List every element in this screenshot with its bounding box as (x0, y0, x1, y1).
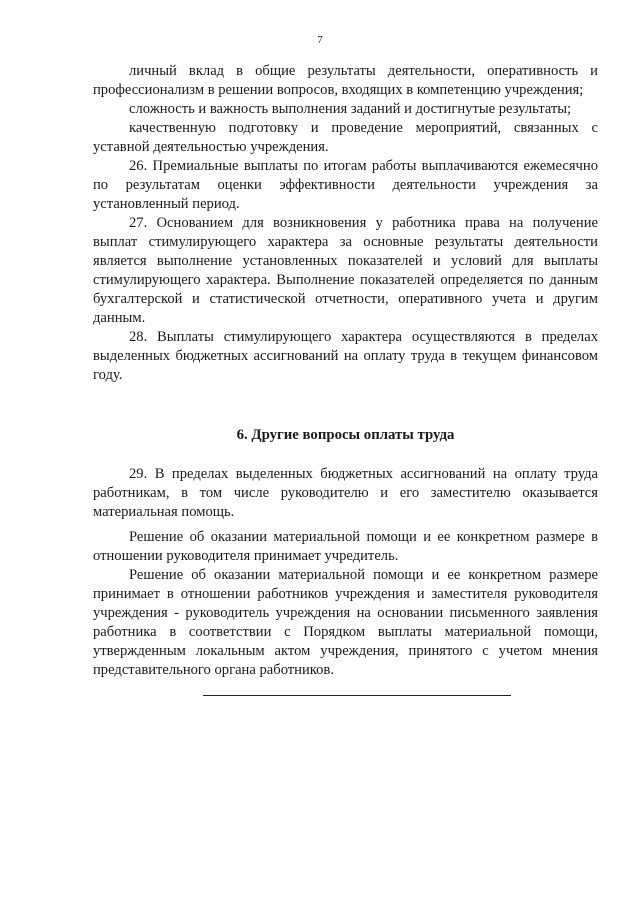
paragraph: качественную подготовку и проведение мероприятий, связанных с уставной деятельностью учреждения. (93, 120, 598, 155)
paragraph-28: 28. Выплаты стимулирующего характера осуществляются в пределах выделенных бюджетных ассигнований на оплату труда в текущем финансовом году. (93, 329, 598, 383)
paragraph-26: 26. Премиальные выплаты по итогам работы выплачиваются ежемесячно по результатам оценки эффективности деятельности учреждения за установленный период. (93, 158, 598, 212)
paragraph-27: 27. Основанием для возникновения у работника права на получение выплат стимулирующего характера за основные результаты деятельности является выполнение установленных показателей и условий для выплаты стимулирующего характера. Выполнение показателей определяется по данным бухгалтерской и статистической отчетности, оперативного учета и другим данным. (93, 215, 598, 326)
paragraph: личный вклад в общие результаты деятельности, оперативность и профессионализм в решении вопросов, входящих в компетенцию учреждения; (93, 63, 598, 98)
paragraph: сложность и важность выполнения заданий и достигнутые результаты; (129, 101, 572, 117)
section-body-other-questions (93, 465, 598, 680)
section-body-stimulating-payments (93, 62, 598, 385)
section-heading: 6. Другие вопросы оплаты труда (236, 427, 455, 443)
paragraph: Решение об оказании материальной помощи и ее конкретном размере в отношении руководителя принимает учредитель. (93, 529, 598, 564)
end-of-text-rule (203, 695, 511, 696)
page-number: 7 (317, 34, 323, 46)
paragraph: Решение об оказании материальной помощи и ее конкретном размере принимает в отношении работников учреждения и заместителя руководителя учреждения - руководитель учреждения на основании письменного заявления работника в соответствии с Порядком выплаты материальной помощи, утвержденным локальным актом учреждения, принятого с учетом мнения представительного органа работников. (93, 567, 598, 678)
paragraph-29: 29. В пределах выделенных бюджетных ассигнований на оплату труда работникам, в том числе руководителю и его заместителю оказывается материальная помощь. (93, 466, 598, 520)
